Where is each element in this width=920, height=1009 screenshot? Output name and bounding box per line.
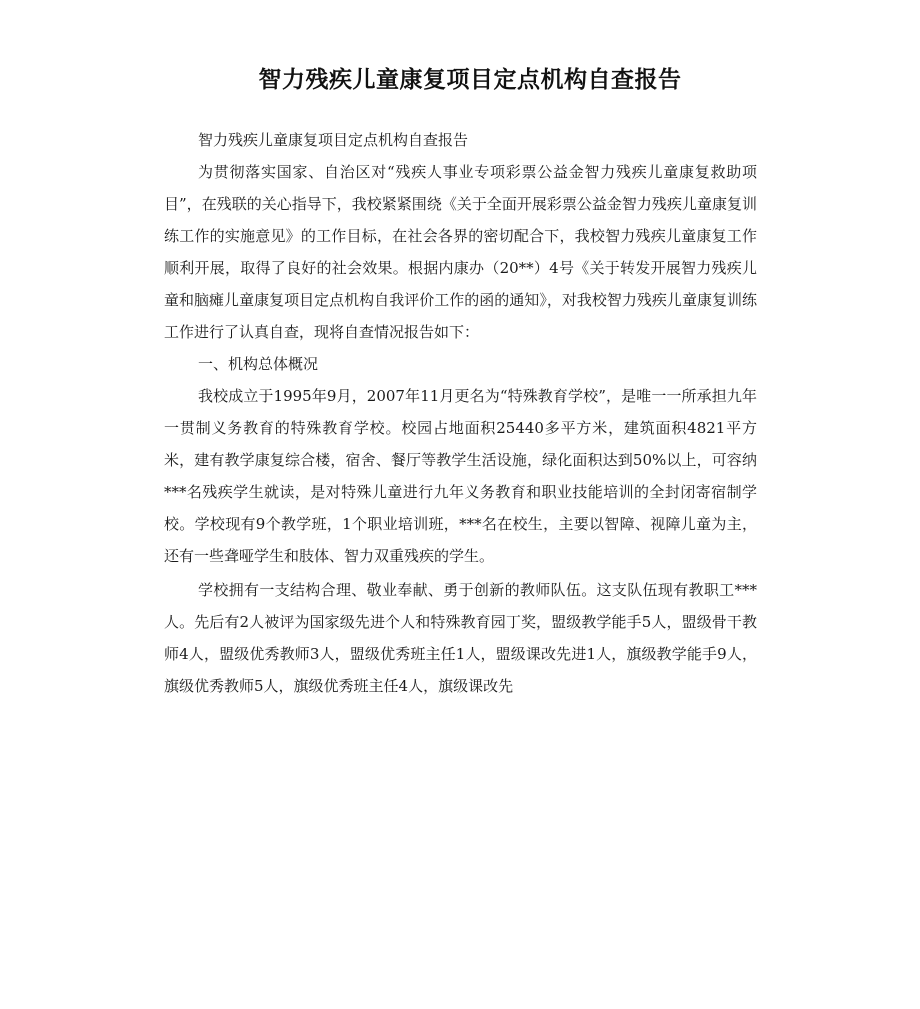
paragraph-school-overview: 我校成立于1995年9月，2007年11月更名为“特殊教育学校”，是唯一一所承担九年一贯制义务教育的特殊教育学校。校园占地面积25440多平方米，建筑面积4821平方米，建有教学康复综合楼，宿舍、餐厅等教学生活设施，绿化面积达到50%以上，可容纳***名残疾学生就读，是对特殊儿童进行九年义务教育和职业技能培训的全封闭寄宿制学校。学校现有9个教学班，1个职业培训班，***名在校生，主要以智障、视障儿童为主，还有一些聋哑学生和肢体、智力双重残疾的学生。 [164,387,758,565]
paragraph-introduction: 为贯彻落实国家、自治区对“残疾人事业专项彩票公益金智力残疾儿童康复救助项目”，在残联的关心指导下，我校紧紧围绕《关于全面开展彩票公益金智力残疾儿童康复训练工作的实施意见》的工作目标，在社会各界的密切配合下，我校智力残疾儿童康复工作顺利开展，取得了良好的社会效果。根据内康办（20**）4号《关于转发开展智力残疾儿童和脑瘫儿童康复项目定点机构自我评价工作的函的通知》，对我校智力残疾儿童康复训练工作进行了认真自查，现将自查情况报告如下： [164,163,757,341]
paragraph-teaching-staff: 学校拥有一支结构合理、敬业奉献、勇于创新的教师队伍。这支队伍现有教职工***人。先后有2人被评为国家级先进个人和特殊教育园丁奖，盟级教学能手5人，盟级骨干教师4人，盟级优秀教师3人，盟级优秀班主任1人，盟级课改先进1人，旗级教学能手9人，旗级优秀教师5人，旗级优秀班主任4人，旗级课改先 [164,581,757,695]
section-heading-overview: 一、机构总体概况 [198,355,319,373]
document-body [164,124,757,702]
document-title: 智力残疾儿童康复项目定点机构自查报告 [258,67,682,93]
body-subtitle: 智力残疾儿童康复项目定点机构自查报告 [198,131,469,149]
